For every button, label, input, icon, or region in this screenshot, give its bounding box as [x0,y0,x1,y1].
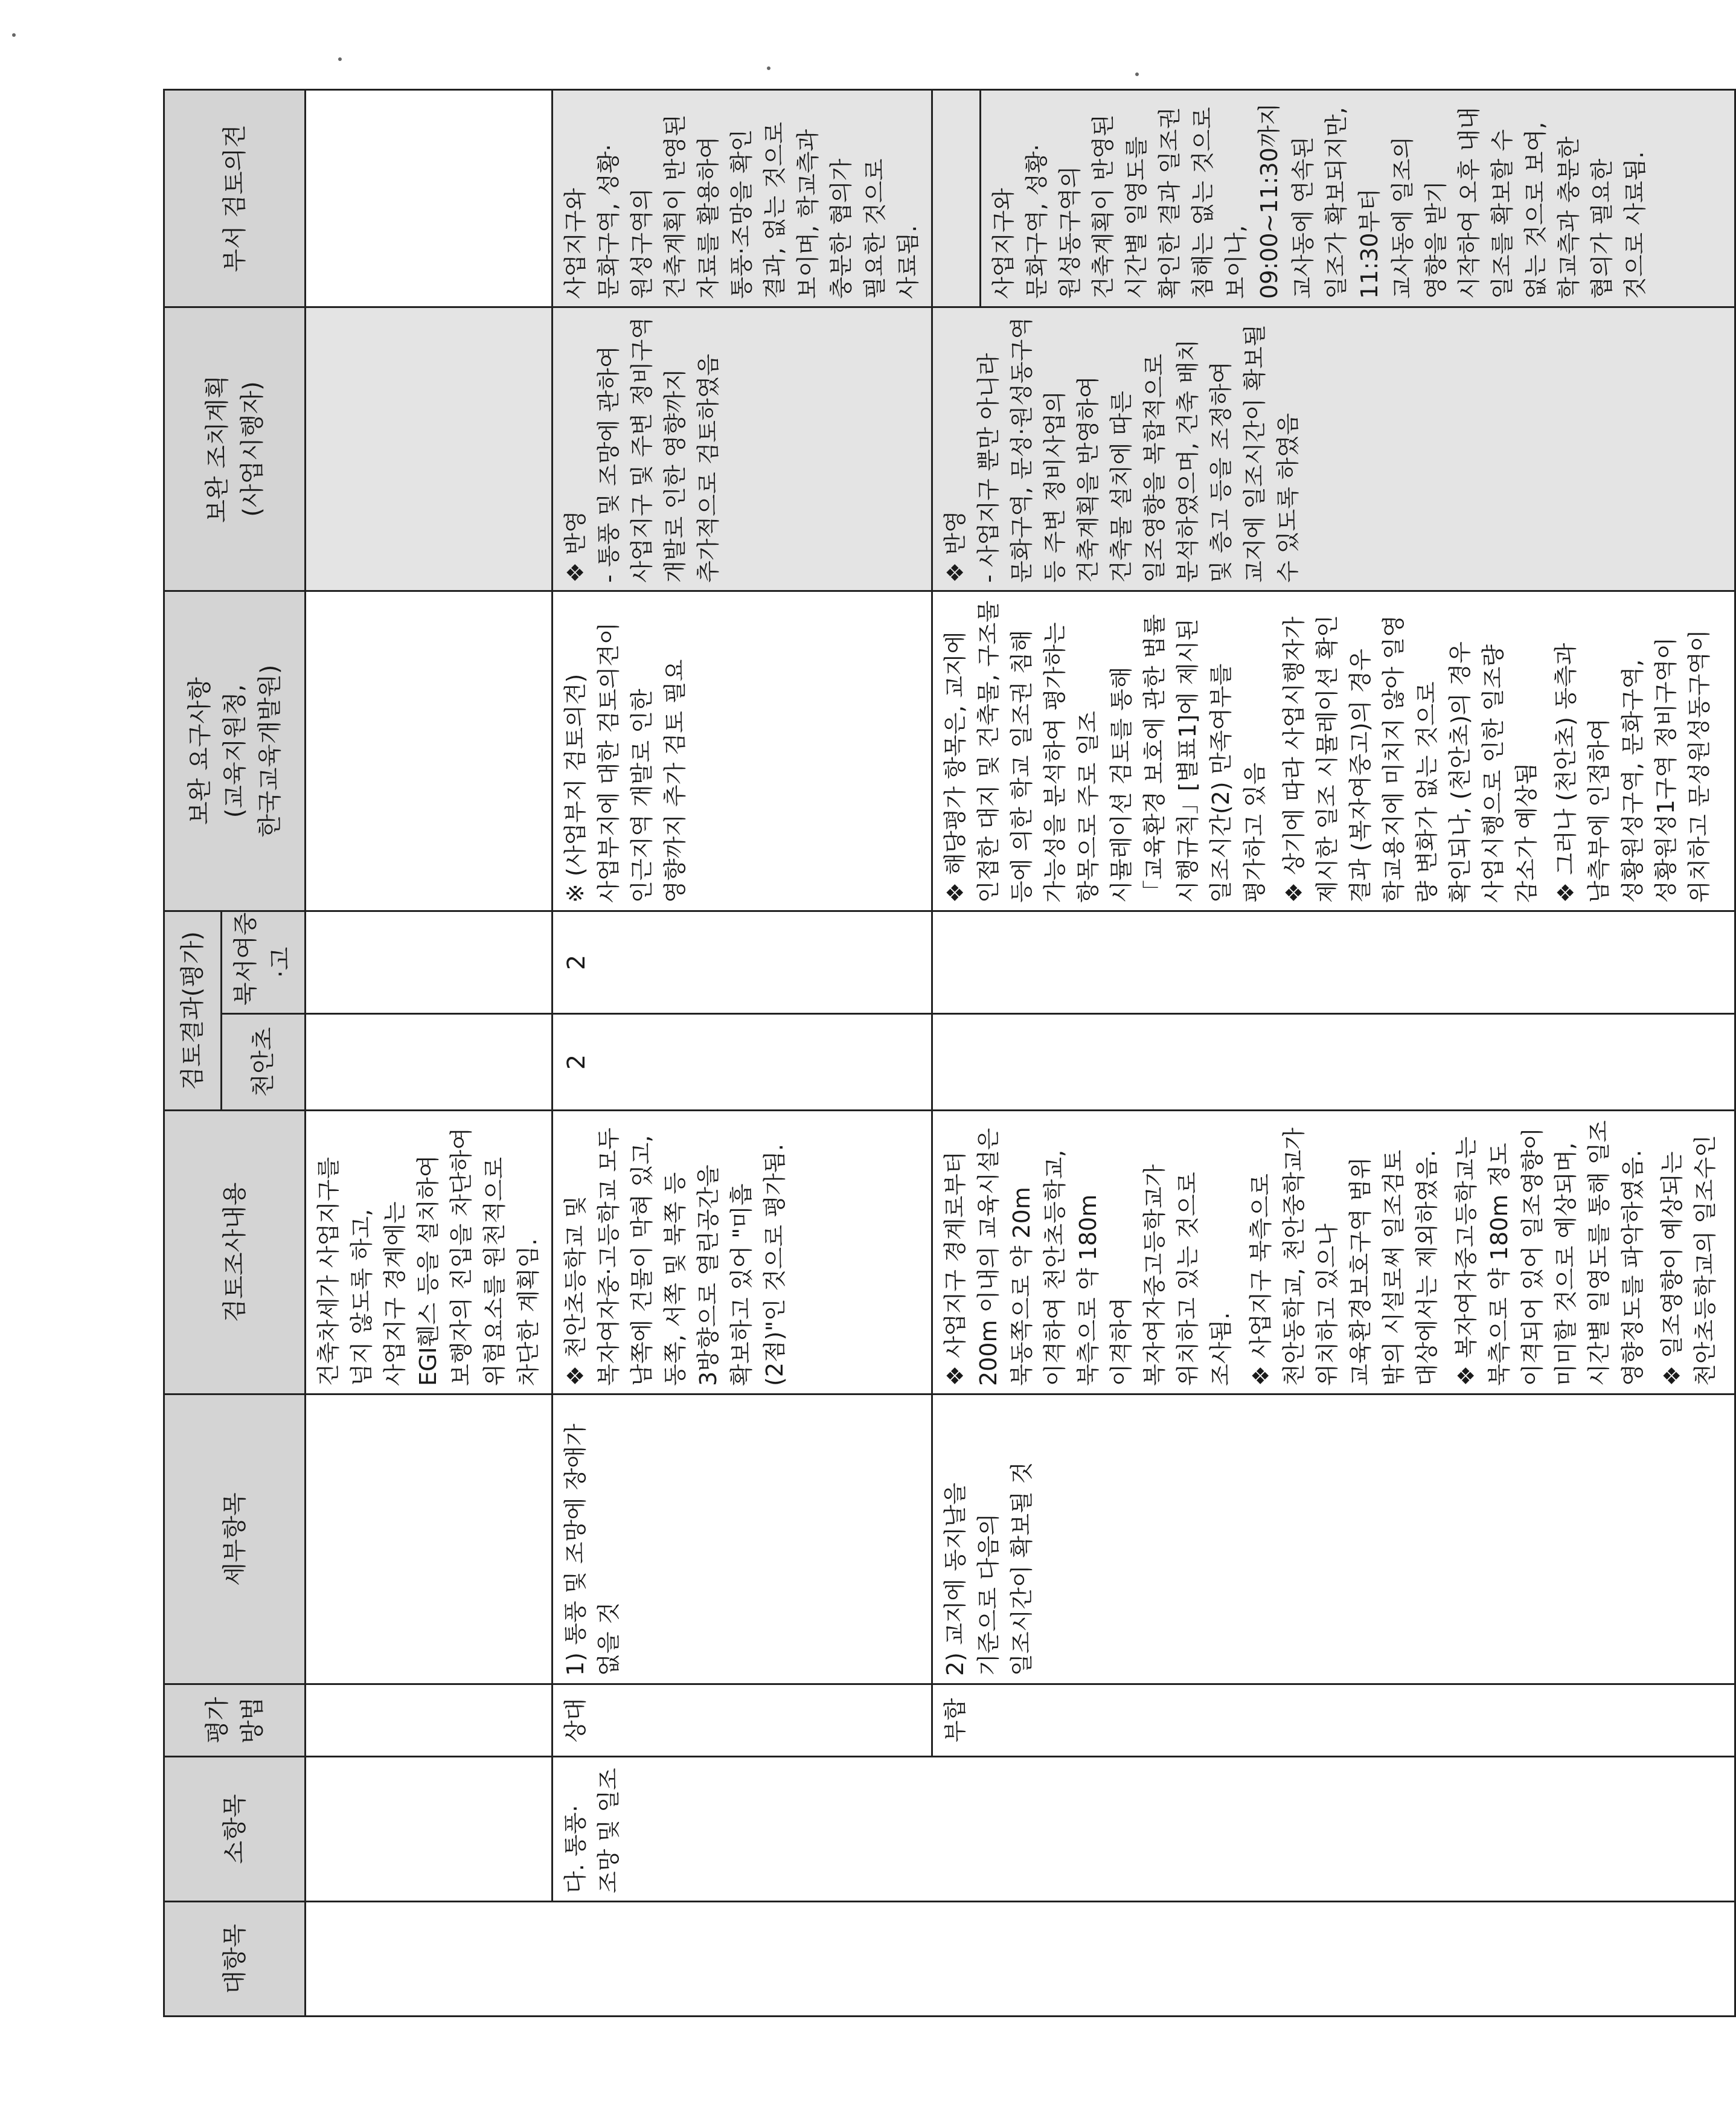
method-cell [306,1684,553,1757]
item2-review-paragraph: ❖ 복자여자중고등학교는 북측으로 약 180m 정도 이격되어 있어 일조영향이 미미할 것으로 예상되며, 시간별 일영도를 통해 일조 영향정도를 파악하였음. [1453,1120,1646,1386]
scan-speck [1135,72,1139,76]
item2-result-cheonan [932,1014,1735,1111]
item2-supplement-paragraph: ❖ 상기에 따라 사업시행자가 제시한 일조 시뮬레이션 확인 결과 (복자여중고)의 경우 학교용지에 미치지 않아 일영 량 변화가 없는 것으로 확인되나, (천안초)의 경우 사업시행으로 인한 일조량 감소가 예상됨 [1280,615,1540,903]
item2-supplement-paragraph: ❖ 그러나 (천안초) 동측과 남측부에 인접하여 성황원성구역, 문화구역, 성황원성1구역 정비구역이 위치하고 문성원성동구역이 [1552,629,1712,903]
result-cell [306,1014,553,1111]
result-cell [306,911,553,1014]
item2-supplement-plan: ❖ 반영 - 사업지구 뿐만 아니라 문화구역, 문성·원성동구역 등 주변 정비사업의 건축계획을 반영하여 건축물 설치에 따른 일조영향을 복합적으로 분석하였으며, 건축 배치 및 층고 등을 조정하여 교지에 일조시간이 확보될 수 있도록 하였음 [932,307,1735,591]
header-detail: 세부항목 [164,1394,306,1684]
major-item-cell [306,1902,1735,2017]
item1-review: ❖ 천안초등학교 및 복자여자중·고등학교 모두 남쪽에 건물이 막혀 있고, 동쪽, 서쪽 및 북쪽 등 3방향으로 열린공간을 확보하고 있어 "미흡(2점)"인 것으로 평가됨. [552,1111,932,1394]
item2-review-paragraph: ❖ 사업지구 북측으로 천안동학교, 천안중학교가 위치하고 있으나 교육환경보호구역 범위 밖의 시설로써 일조검토 대상에서는 제외하였음. [1247,1128,1440,1386]
header-result-group: 검토결과(평가) [164,911,222,1111]
item1-result-cheonan: 2 [552,1014,932,1111]
header-review: 검토조사내용 [164,1111,306,1394]
item2-supplement-request [932,591,1735,911]
detail-cell [306,1394,553,1684]
rotated-review-table-page [163,91,1718,2017]
intro-review-cell: 건축차세가 사업지구를 넘지 않도록 하고, 사업지구 경계에는 EGI휀스 등을 설치하여 보행자의 진입을 차단하여 위험요소를 원천적으로 차단한 계획임. [306,1111,553,1394]
header-method: 평가 방법 [164,1684,306,1757]
item1-supplement-plan: ❖ 반영 - 통풍 및 조망에 관하여 사업지구 및 주변 정비구역 개발로 인한 영향까지 추가적으로 검토하였음 [552,307,932,591]
item2-review-paragraph: ❖ 사업지구 경계로부터 200m 이내의 교육시설은 북동쪽으로 약 20m 이격하여 천안초등학교, 북측으로 약 180m 이격하여 복자여자중고등학교가 위치하고 있는 것으로 조사됨. [941,1128,1235,1386]
header-department-opinion: 부서 검토의견 [164,90,306,307]
section-title-ventilation-sunlight: 다. 통풍·조망 및 일조 [552,1757,1735,1902]
item2-department-opinion: 사업지구와 문화구역, 성황·원성동구역의 건축계획이 반영된 시간별 일영도를 확인한 결과 일조권 침해는 없는 것으로 보이나, 09:00~11:30까지 교사동에 연속된 일조가 확보되지만, 11:30부터 교사동에 일조의 영향을 받기 시작하여 오후 내내 일조를 확보할 수 없는 것으로 보여, 학교측과 충분한 협의가 필요한 것으로 사료됨. [980,90,1735,307]
header-supplement-plan: 보완 조치계획 (사업시행자) [164,307,306,591]
header-major: 대항목 [164,1902,306,2017]
review-table [163,89,1736,2017]
item1-result-bokja: 2 [552,911,932,1014]
header-result-cheonan: 천안초 [222,1014,306,1111]
item2-opinion-spacer [932,90,980,307]
header-result-bokja: 북서여중·고 [222,911,306,1014]
department-opinion-cell [306,90,553,307]
item1-department-opinion: 사업지구와 문화구역, 성황·원성구역의 건축계획이 반영된 자료를 활용하여 통풍·조망을 확인 결과, 없는 것으로 보이며, 학교측과 충분한 협의가 필요한 것으로 사료됨. [552,90,932,307]
item1-supplement-request: ※ (사업부지 검토의견) 사업부지에 대한 검토의견이 인근지역 개발로 인한 영향까지 추가 검토 필요 [552,591,932,911]
header-minor: 소항목 [164,1757,306,1902]
minor-item-cell [306,1757,553,1902]
scan-speck [767,66,770,70]
header-supplement-request: 보완 요구사항 (교육지원청, 한국교육개발원) [164,591,306,911]
item2-method: 부합 [932,1684,1735,1757]
item2-review [932,1111,1735,1394]
supplement-plan-cell [306,307,553,591]
item1-method: 상대 [552,1684,932,1757]
scan-speck [12,33,16,37]
item1-detail: 1) 통풍 및 조망에 장애가 없을 것 [552,1394,932,1684]
supplement-request-cell [306,591,553,911]
item2-detail: 2) 교지에 동지날을 기준으로 다음의 일조시간이 확보될 것 [932,1394,1735,1684]
item2-result-bokja [932,911,1735,1014]
item2-supplement-paragraph: ❖ 해당평가 항목은, 교지에 인접한 대지 및 건축물, 구조물 등에 의한 학교 일조권 침해 가능성을 분석하여 평가하는 항목으로 주로 일조 시뮬레이션 검토를 통해 「교육환경 보호에 관한 법률 시행규칙」[별표1]에 제시된 일조시간(2) 만족여부를 평가하고 있음 [941,600,1268,903]
item2-review-paragraph: ❖ 일조영향이 예상되는 천안초등학교의 일조수인 [1658,1135,1718,1386]
scan-speck [338,57,342,61]
